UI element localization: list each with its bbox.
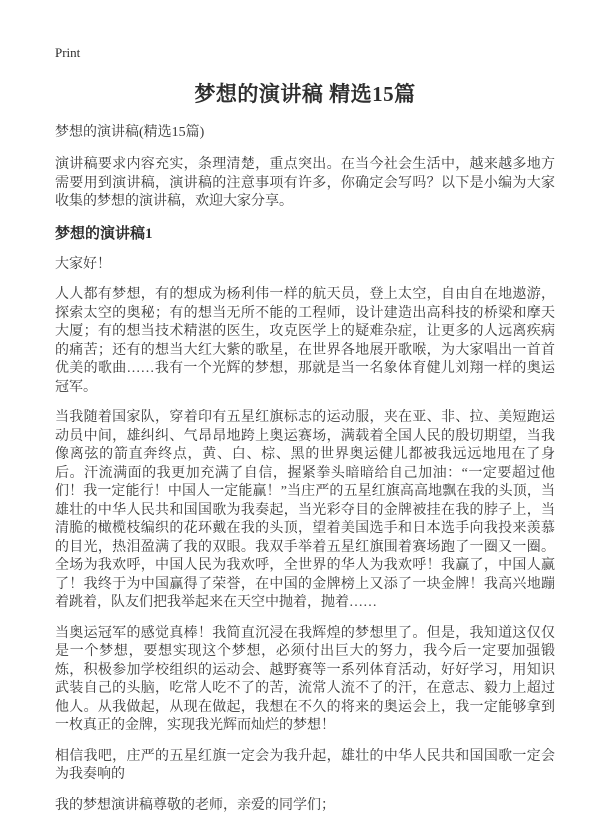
intro-paragraph: 演讲稿要求内容充实，条理清楚，重点突出。在当今社会生活中，越来越多地方需要用到演讲稿，演讲稿的注意事项有许多，你确定会写吗？以下是小编为大家收集的梦想的演讲稿，欢迎大家分享。 <box>55 157 555 209</box>
document-title: 梦想的演讲稿 精选15篇 <box>194 82 416 106</box>
greeting-paragraph: 大家好！ <box>55 256 111 272</box>
print-button[interactable]: Print <box>55 45 81 60</box>
document-subtitle: 梦想的演讲稿(精选15篇) <box>55 125 205 140</box>
body-paragraph-believe: 相信我吧，庄严的五星红旗一定会为我升起，雄壮的中华人民共和国国歌一定会为我奏响的 <box>55 748 555 782</box>
body-paragraph-effort: 当奥运冠军的感觉真棒！我简直沉浸在我辉煌的梦想里了。但是，我知道这仅仅是一个梦想，要想实现这个梦想，必须付出巨大的努力，我今后一定要加强锻炼，积极参加学校组织的运动会、越野赛等一系列体育活动，好好学习，用知识武装自己的头脑，吃常人吃不了的苦，流常人流不了的汗，在意志、毅力上超过他人。从我做起，从现在做起，我想在不久的将来的奥运会上，我一定能够拿到一枚真正的金牌，实现我光辉而灿烂的梦想！ <box>55 625 555 733</box>
body-paragraph-dreams: 人人都有梦想，有的想成为杨利伟一样的航天员，登上太空，自由自在地遨游，探索太空的奥秘；有的想当无所不能的工程师，设计建造出高科技的桥梁和摩天大厦；有的想当技术精湛的医生，攻克医学上的疑难杂症，让更多的人远离疾病的痛苦；还有的想当大红大紫的歌星，在世界各地展开歌喉，为大家唱出一首首优美的歌曲……我有一个光辉的梦想，那就是当一名象体育健儿刘翔一样的奥运冠军。 <box>55 287 555 395</box>
closing-line: 我的梦想演讲稿尊敬的老师，亲爱的同学们； <box>55 797 335 813</box>
section-heading-1: 梦想的演讲稿1 <box>55 225 153 242</box>
body-paragraph-olympics: 当我随着国家队，穿着印有五星红旗标志的运动服，夹在亚、非、拉、美短跑运动员中间，雄纠纠、气昂昂地跨上奥运赛场，满载着全国人民的殷切期望，当我像离弦的箭直奔终点，黄、白、棕、黑的世界奥运健儿都被我远远地甩在了身后。汗流满面的我更加充满了自信，握紧拳头暗暗给自己加油：“一定要超过他们！我一定能行！中国人一定能赢！”当庄严的五星红旗高高地飘在我的头顶，当雄壮的中华人民共和国国歌为我奏起，当光彩夺目的金牌被挂在我的脖子上，当清脆的橄榄枝编织的花环戴在我的头顶，望着美国选手和日本选手向我投来羡慕的目光，热泪盈满了我的双眼。我双手举着五星红旗围着赛场跑了一圈又一圈。全场为我欢呼，中国人民为我欢呼，全世界的华人为我欢呼！我赢了，中国人赢了！我终于为中国赢得了荣誉，在中国的金牌榜上又添了一块金牌！我高兴地蹦着跳着，队友们把我举起来在天空中抛着，抛着…… <box>55 410 555 610</box>
